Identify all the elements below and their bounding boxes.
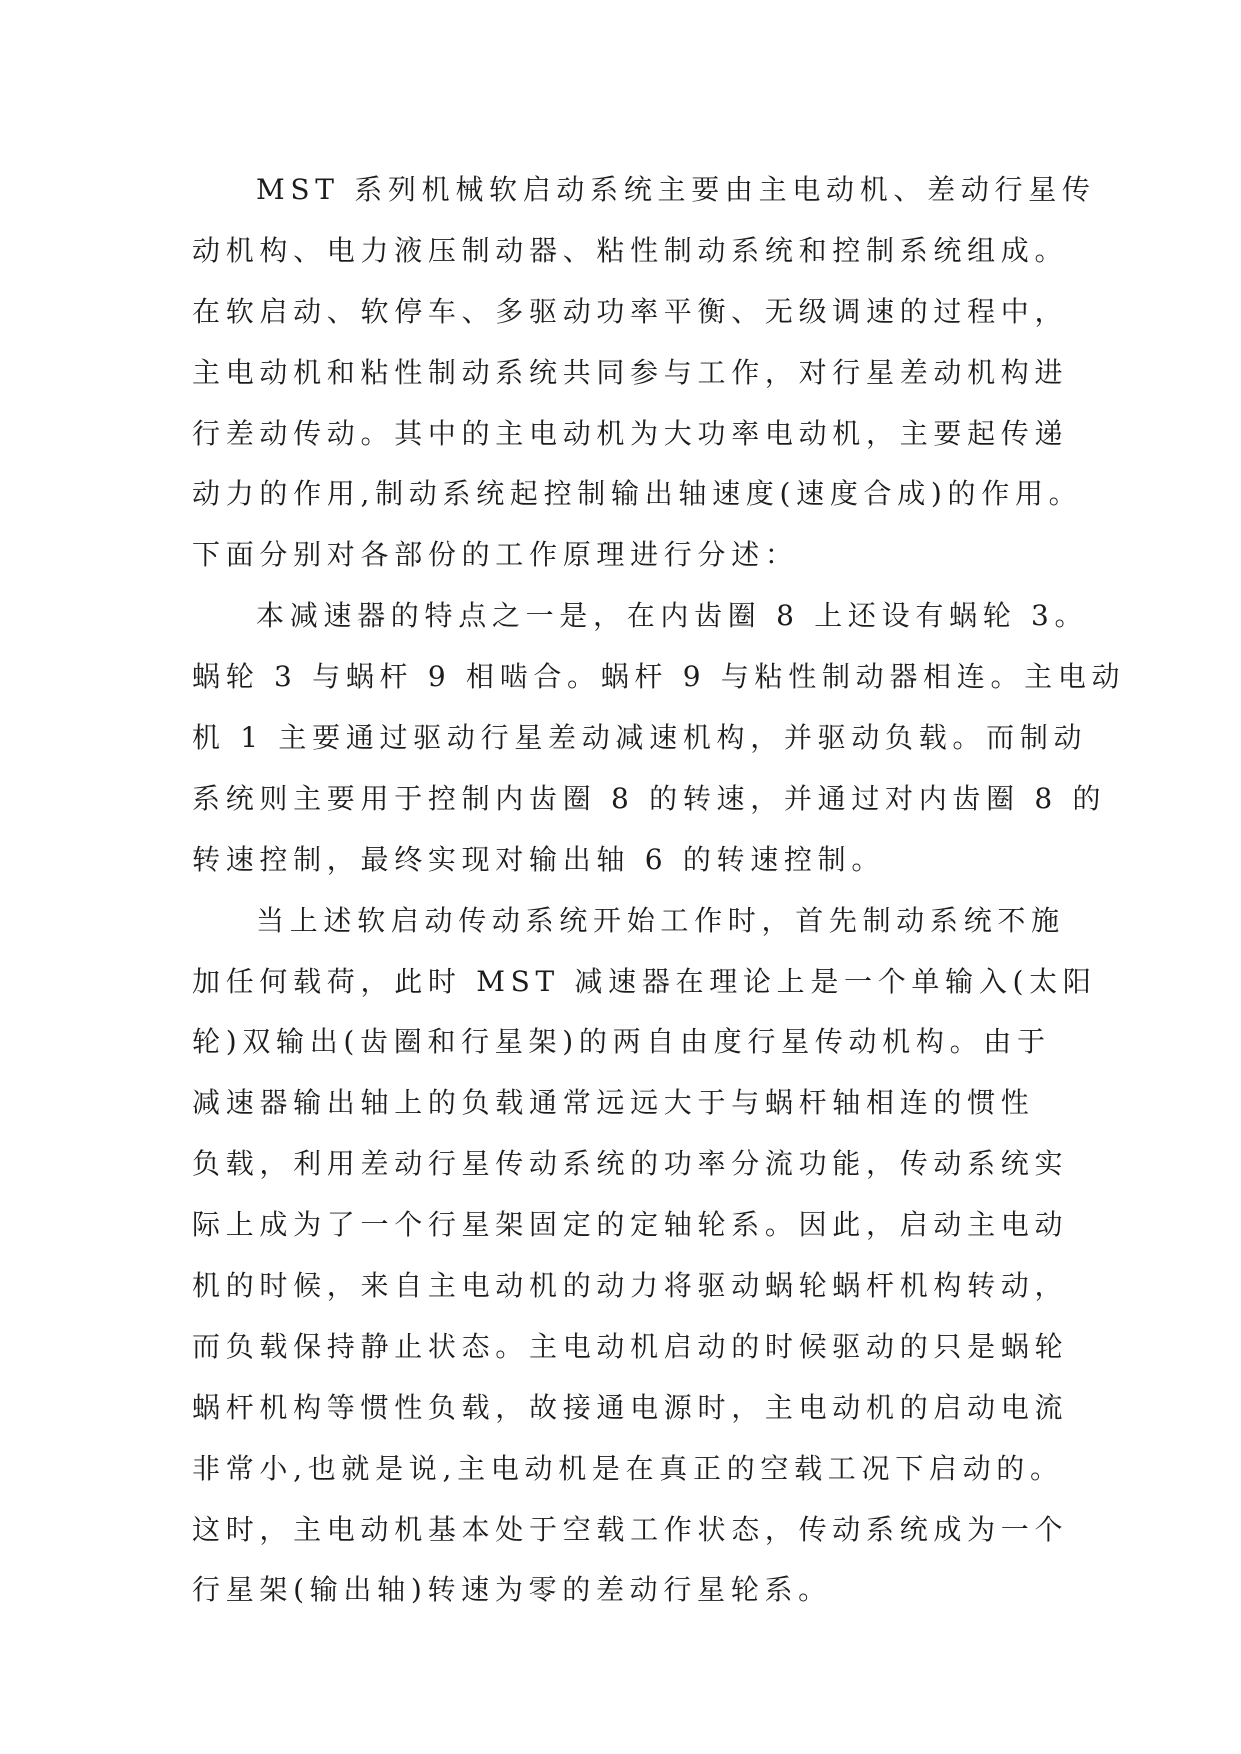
- text-line: 当上述软启动传动系统开始工作时，首先制动系统不施: [256, 903, 1065, 937]
- text-line: 加任何载荷，此时 MST 减速器在理论上是一个单输入(太阳: [192, 964, 1097, 998]
- text-line: 动机构、电力液压制动器、粘性制动系统和控制系统组成。: [192, 233, 1069, 267]
- text-line: 主电动机和粘性制动系统共同参与工作，对行星差动机构进: [192, 355, 1069, 389]
- text-line: 动力的作用,制动系统起控制输出轴速度(速度合成)的作用。: [192, 477, 1083, 511]
- text-line: 轮)双输出(齿圈和行星架)的两自由度行星传动机构。由于: [192, 1025, 1051, 1059]
- text-line: 行星架(输出轴)转速为零的差动行星轮系。: [192, 1573, 832, 1607]
- text-line: 非常小,也就是说,主电动机是在真正的空载工况下启动的。: [192, 1451, 1064, 1485]
- text-line: 在软启动、软停车、多驱动功率平衡、无级调速的过程中，: [192, 294, 1069, 328]
- text-line: 转速控制，最终实现对输出轴 6 的转速控制。: [192, 842, 886, 876]
- text-line: 这时，主电动机基本处于空载工作状态，传动系统成为一个: [192, 1512, 1069, 1546]
- text-line: 而负载保持静止状态。主电动机启动的时候驱动的只是蜗轮: [192, 1329, 1069, 1363]
- paragraph-2: [192, 586, 1126, 890]
- text-line: 负载，利用差动行星传动系统的功率分流功能，传动系统实: [192, 1147, 1069, 1181]
- text-line: 行差动传动。其中的主电动机为大功率电动机，主要起传递: [192, 416, 1069, 450]
- text-line: MST 系列机械软启动系统主要由主电动机、差动行星传: [256, 173, 1096, 206]
- text-line: 下面分别对各部份的工作原理进行分述：: [192, 538, 799, 572]
- paragraph-3: [192, 891, 1097, 1622]
- text-line: 减速器输出轴上的负载通常远远大于与蜗杆轴相连的惯性: [192, 1086, 1035, 1120]
- text-line: 系统则主要用于控制内齿圈 8 的转速，并通过对内齿圈 8 的: [192, 781, 1107, 815]
- document-body: [192, 160, 1126, 1621]
- text-line: 机的时候，来自主电动机的动力将驱动蜗轮蜗杆机构转动，: [192, 1269, 1069, 1303]
- text-line: 际上成为了一个行星架固定的定轴轮系。因此，启动主电动: [192, 1208, 1069, 1242]
- text-line: 机 1 主要通过驱动行星差动减速机构，并驱动负载。而制动: [192, 721, 1088, 755]
- text-line: 蜗轮 3 与蜗杆 9 相啮合。蜗杆 9 与粘性制动器相连。主电动: [192, 660, 1126, 694]
- text-line: 本减速器的特点之一是，在内齿圈 8 上还设有蜗轮 3。: [256, 599, 1089, 633]
- paragraph-1: [192, 160, 1096, 586]
- text-line: 蜗杆机构等惯性负载，故接通电源时，主电动机的启动电流: [192, 1390, 1069, 1424]
